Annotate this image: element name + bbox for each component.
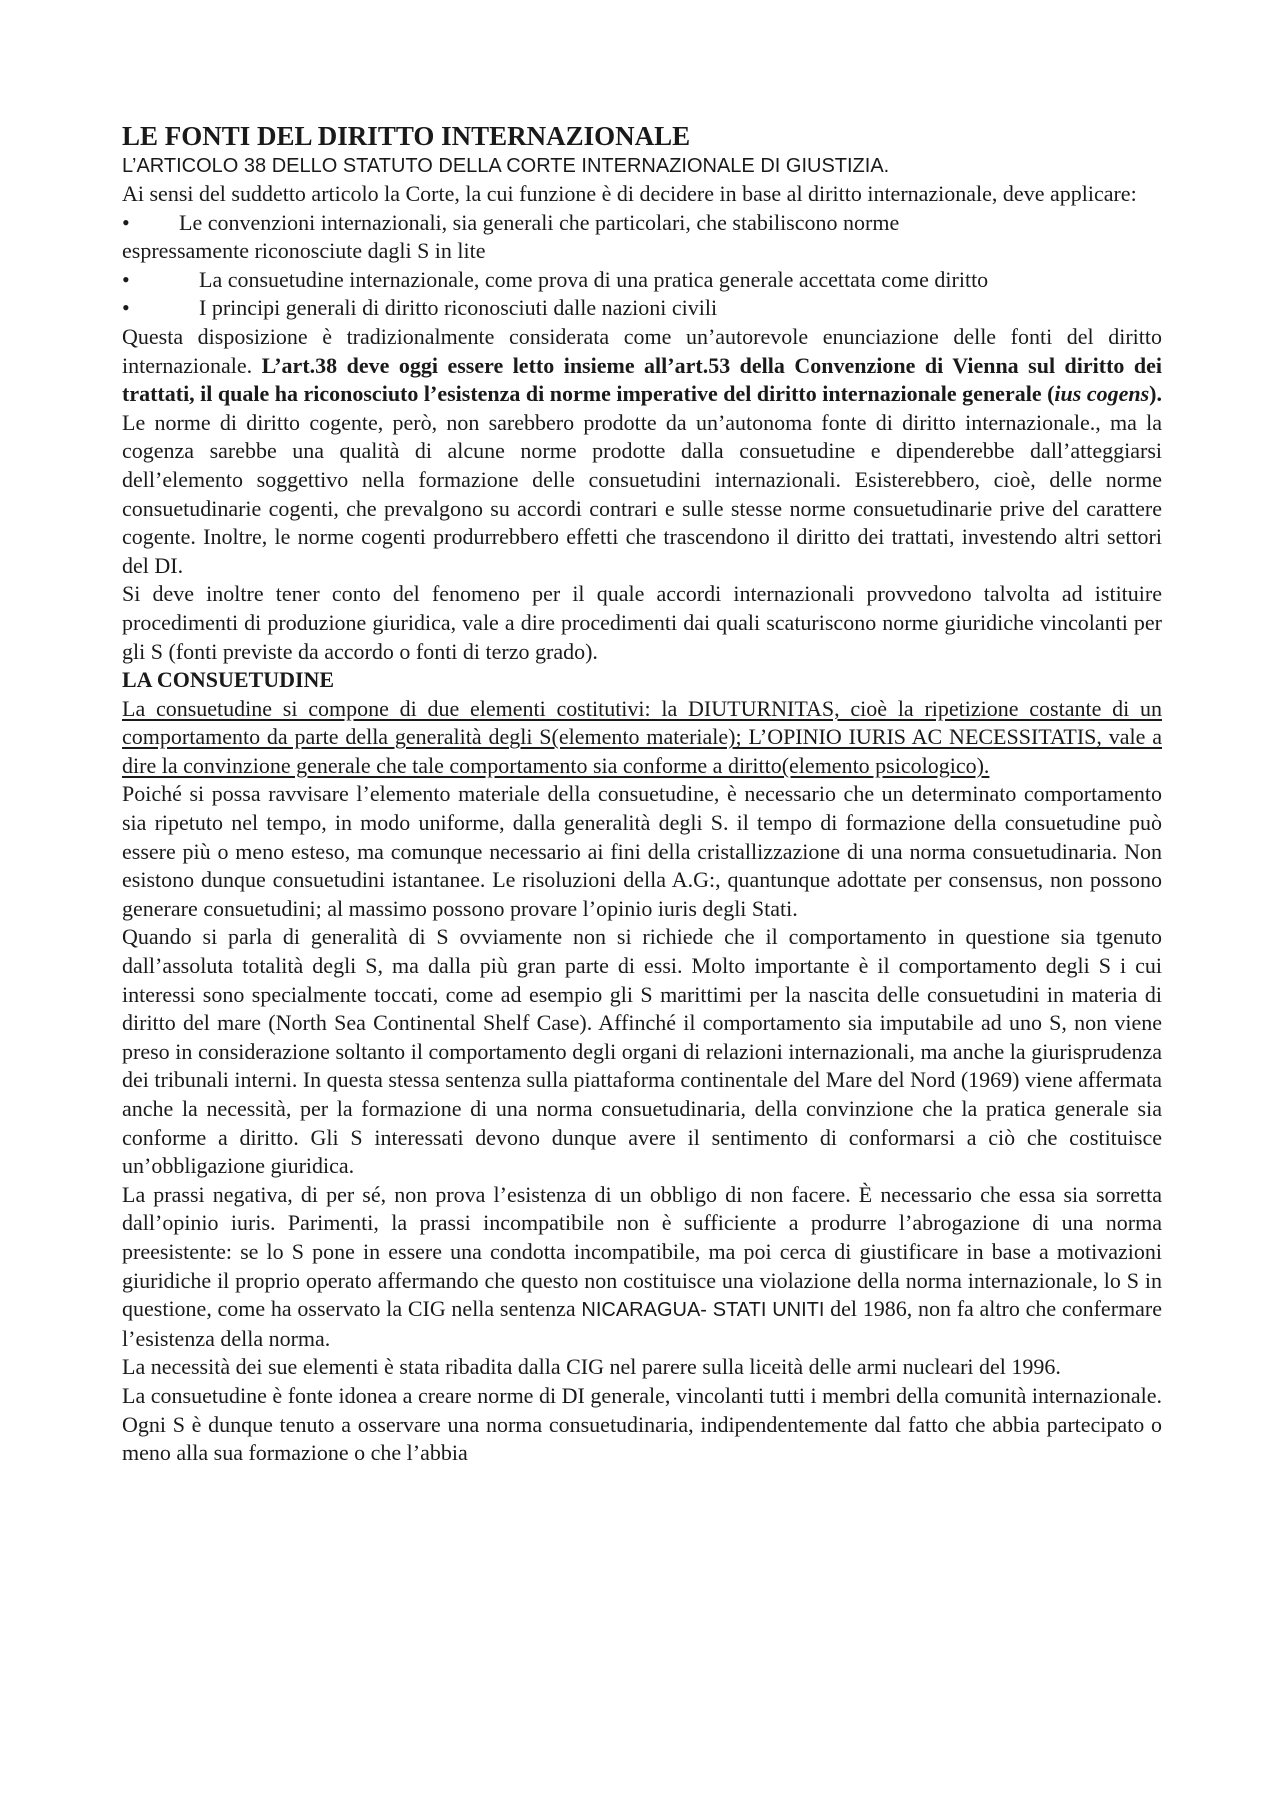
paragraph-text: del 1986, non fa altro che confermare l’esistenza della norma. (122, 1296, 1162, 1351)
underlined-text: La consuetudine si compone di due elementi costitutivi: la DIUTURNITAS, cioè la ripetizione costante di un comportamento da parte della generalità degli S(elemento materiale); L’OPINIO IURIS AC NECESSITATIS, vale a dire la convinzione generale che tale comportamento sia conforme a diritto(elemento psicologico). (122, 695, 1162, 778)
paragraph-text: Le norme di diritto cogente, però, non sarebbero prodotte da un’autonoma fonte di diritto internazionale., ma la cogenza sarebbe una qualità di alcune norme prodotte dalla consuetudine e dipenderebbe dall’atteggiarsi dell’elemento soggettivo nella formazione delle consuetudini internazionali. Esisterebbero, cioè, delle norme consuetudinarie cogenti, che prevalgono su accordi contrari e sulle stesse norme consuetudinarie prive del carattere cogente. Inoltre, le norme cogenti produrrebbero effetti che trascendono il diritto dei trattati, investendo altri settori del DI. (122, 409, 1162, 578)
sources-list (122, 209, 1162, 323)
bold-italic-text: ius cogens (1054, 381, 1150, 407)
document-title: LE FONTI DEL DIRITTO INTERNAZIONALE (122, 121, 691, 151)
paragraph-underlined (122, 695, 1162, 781)
bullet-marker: • (122, 266, 130, 292)
paragraph-armi-nucleari: La necessità dei sue elementi è stata ribadita dalla CIG nel parere sulla liceità delle armi nucleari del 1996. (122, 1354, 1061, 1380)
list-item (122, 294, 1162, 323)
list-item-rest: espressamente riconosciute dagli S in lite (122, 238, 486, 264)
bullet-marker: • (122, 209, 130, 235)
list-item (122, 266, 1162, 295)
document-page (122, 120, 1162, 1468)
list-item-text: La consuetudine internazionale, come prova di una pratica generale accettata come diritto (199, 266, 989, 292)
intro-paragraph: Ai sensi del suddetto articolo la Corte, la cui funzione è di decidere in base al diritto internazionale, deve applicare: (122, 181, 1137, 206)
list-item-lead: Le convenzioni internazionali, sia generali che particolari, che stabiliscono norme (179, 209, 900, 235)
paragraph-elemento-materiale: Poiché si possa ravvisare l’elemento materiale della consuetudine, è necessario che un determinato comportamento sia ripetuto nel tempo, in modo uniforme, dalla generalità degli S. il tempo di formazione della consuetudine può essere più o meno esteso, ma comunque necessario ai fini della cristallizzazione di una norma consuetudinaria. Non esistono dunque consuetudini istantanee. Le risoluzioni della A.G:, quantunque adottate per consensus, non possono generare consuetudini; al massimo possono provare l’opinio iuris degli Stati. (122, 781, 1162, 921)
paragraph-fonti (122, 323, 1162, 580)
paragraph-procedimenti: Si deve inoltre tener conto del fenomeno per il quale accordi internazionali provvedono talvolta ad istituire procedimenti di produzione giuridica, vale a dire procedimenti dai quali scaturiscono norme giuridiche vincolanti per gli S (fonti previste da accordo o fonti di terzo grado). (122, 581, 1162, 664)
bullet-marker: • (122, 295, 130, 321)
paragraph-di-generale: La consuetudine è fonte idonea a creare norme di DI generale, vincolanti tutti i membri della comunità internazionale. Ogni S è dunque tenuto a osservare una norma consuetudinaria, indipendentemente dal fatto che abbia partecipato o meno alla sua formazione o che l’abbia (122, 1382, 1162, 1466)
list-item-text: I principi generali di diritto riconosciuti dalle nazioni civili (199, 295, 718, 321)
case-name: NICARAGUA- STATI UNITI (581, 1299, 825, 1322)
paragraph-text: Questa disposizione è tradizionalmente considerata come un’autorevole enunciazione delle fonti del diritto internazionale. (122, 323, 1162, 378)
list-item (122, 209, 1162, 266)
paragraph-prassi (122, 1181, 1162, 1354)
section-subtitle: L’ARTICOLO 38 DELLO STATUTO DELLA CORTE INTERNAZIONALE DI GIUSTIZIA. (122, 155, 890, 177)
section-heading: LA CONSUETUDINE (122, 667, 335, 693)
bold-text: L’art.38 deve oggi essere letto insieme all’art.53 della Convenzione di Vienna sul diritto dei trattati, il quale ha riconosciuto l’esistenza di norme imperative del diritto internazionale generale ( (122, 352, 1162, 407)
paragraph-text: La prassi negativa, di per sé, non prova l’esistenza di un obbligo di non facere. È necessario che essa sia sorretta dall’opinio iuris. Parimenti, la prassi incompatibile non è sufficiente a produrre l’abrogazione di una norma preesistente: se lo S pone in essere una condotta incompatibile, ma poi cerca di giustificare in base a motivazioni giuridiche il proprio operato affermando che questo non costituisce una violazione della norma internazionale, lo S in questione, come ha osservato la CIG nella sentenza (122, 1181, 1162, 1322)
paragraph-generalita: Quando si parla di generalità di S ovviamente non si richiede che il comportamento in questione sia tgenuto dall’assoluta totalità degli S, ma dalla più gran parte di essi. Molto importante è il comportamento degli S i cui interessi sono specialmente toccati, come ad esempio gli S marittimi per la nascita delle consuetudini in materia di diritto del mare (North Sea Continental Shelf Case). Affinché il comportamento sia imputabile ad uno S, non viene preso in considerazione soltanto il comportamento degli organi di relazioni internazionali, ma anche la giurisprudenza dei tribunali interni. In questa stessa sentenza sulla piattaforma continentale del Mare del Nord (1969) viene affermata anche la necessità, per la formazione di una norma consuetudinaria, della convinzione che la pratica generale sia conforme a diritto. Gli S interessati devono dunque avere il sentimento di conformarsi a ciò che costituisce un’obbligazione giuridica. (122, 924, 1162, 1179)
bold-text: ). (1149, 381, 1162, 407)
